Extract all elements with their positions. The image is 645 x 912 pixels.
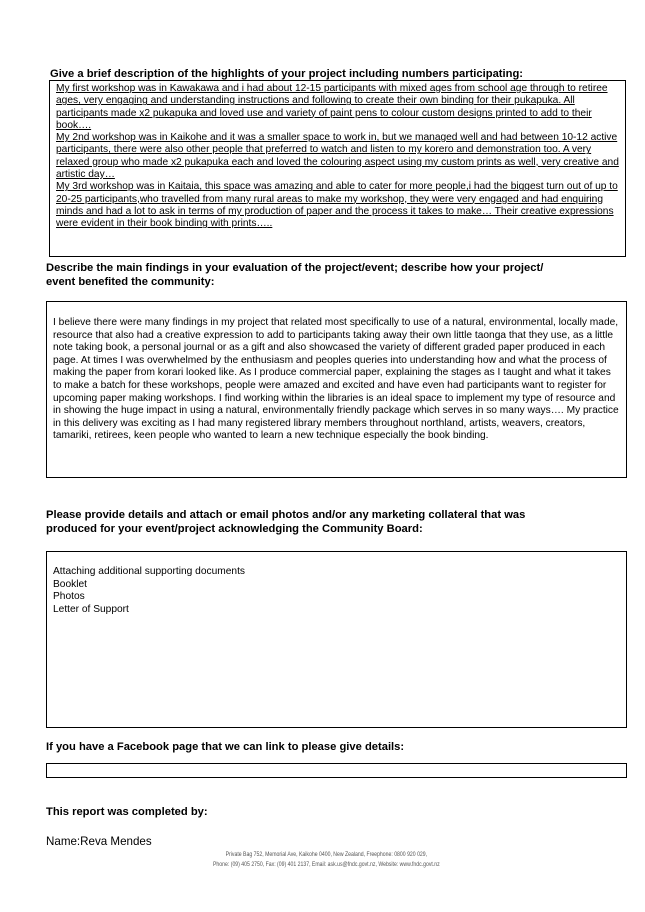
attachments-answer-box[interactable] — [46, 551, 627, 728]
findings-question — [46, 262, 543, 289]
attachment-item-photos: Photos — [53, 591, 85, 603]
attachment-item-letter: Letter of Support — [53, 603, 129, 615]
highlights-paragraph-2: My 2nd workshop was in Kaikohe and it was a smaller space to work in, but we managed well and had between 10-12 active participants, there were also other people that preferred to watch and listen to my korero and demonstration too. A very relaxed group who made x2 pukapuka each and loved the colouring aspect using my custom prints as well, very creative and artistic day… — [56, 132, 619, 181]
completed-by-name: Name:Reva Mendes — [46, 835, 152, 848]
attachments-list — [53, 566, 620, 616]
findings-answer — [53, 317, 620, 443]
footer-address-line: Private Bag 752, Memorial Ave, Kaikohe 0400, New Zealand, Freephone: 0800 920 029, — [225, 851, 428, 858]
facebook-input-box[interactable] — [46, 763, 627, 778]
page-footer — [75, 850, 578, 869]
findings-answer-text: I believe there were many findings in my project that related most specifically to use of a natural, environmental, locally made, resource that also had a creative expression to add to participants taking away their own little taonga that they use, as a little note taking book, a personal journal or as a gift and also showcased the variety of different graded paper produced in each page. At times I was overwhelmed by the enthusiasm and peoples queries into understanding how and what the process of making the paper from korari looked like. As I produce commercial paper, explaining the stages as I taught and what it takes to make a batch for these workshops, people were amazed and excited and have even had participants want to register for upcoming paper making workshops. I find working within the libraries is an ideal space to implement my type of resource and in showing the huge impact in using a natural, environmentally friendly package which serves in so many ways…. My practice in this delivery was exciting as I had many registered library members throughout northland, artists, weavers, creators, tamariki, retirees, keen people who wanted to learn a new technique especially the book binding. — [53, 317, 619, 442]
highlights-answer-box[interactable] — [49, 80, 626, 257]
attachments-question — [46, 509, 525, 536]
findings-question-line-2: event benefited the community: — [46, 275, 215, 288]
facebook-question: If you have a Facebook page that we can link to please give details: — [46, 741, 405, 753]
attachments-question-line-2: produced for your event/project acknowledging the Community Board: — [46, 522, 423, 535]
highlights-paragraph-1: My first workshop was in Kawakawa and i had about 12-15 participants with mixed ages from school age through to retiree ages, very engaging and understanding instructions and following to create their own binding for their pukapuka. All participants made x2 pukapuka and loved use and variety of paint pens to colour custom designs printed to add to their book…. — [56, 83, 608, 131]
highlights-question: Give a brief description of the highlights of your project including numbers participating: — [50, 68, 524, 80]
highlights-paragraph-3: My 3rd workshop was in Kaitaia, this space was amazing and able to cater for more people,i had the biggest turn out of up to 20-25 participants,who travelled from many rural areas to make my workshop, they were very engaged and had enquiring minds and had a lot to ask in terms of my production of paper and the process it takes to make… Their creative expressions were evident in their book binding with prints….. — [56, 181, 618, 230]
completed-by-label: This report was completed by: — [46, 806, 208, 818]
findings-question-line-1: Describe the main findings in your evaluation of the project/event; describe how your project/ — [46, 262, 544, 274]
highlights-answer — [56, 83, 619, 231]
attachment-item-booklet: Booklet — [53, 578, 87, 590]
attachment-item-documents: Attaching additional supporting documents — [53, 566, 245, 577]
findings-answer-box[interactable] — [46, 301, 627, 478]
footer-contact-line: Phone: (09) 405 2750, Fax: (09) 401 2137, Email: ask.us@fndc.govt.nz, Website: www.fndc.govt.nz — [213, 860, 440, 868]
attachments-question-line-1: Please provide details and attach or email photos and/or any marketing collateral that was — [46, 509, 526, 521]
